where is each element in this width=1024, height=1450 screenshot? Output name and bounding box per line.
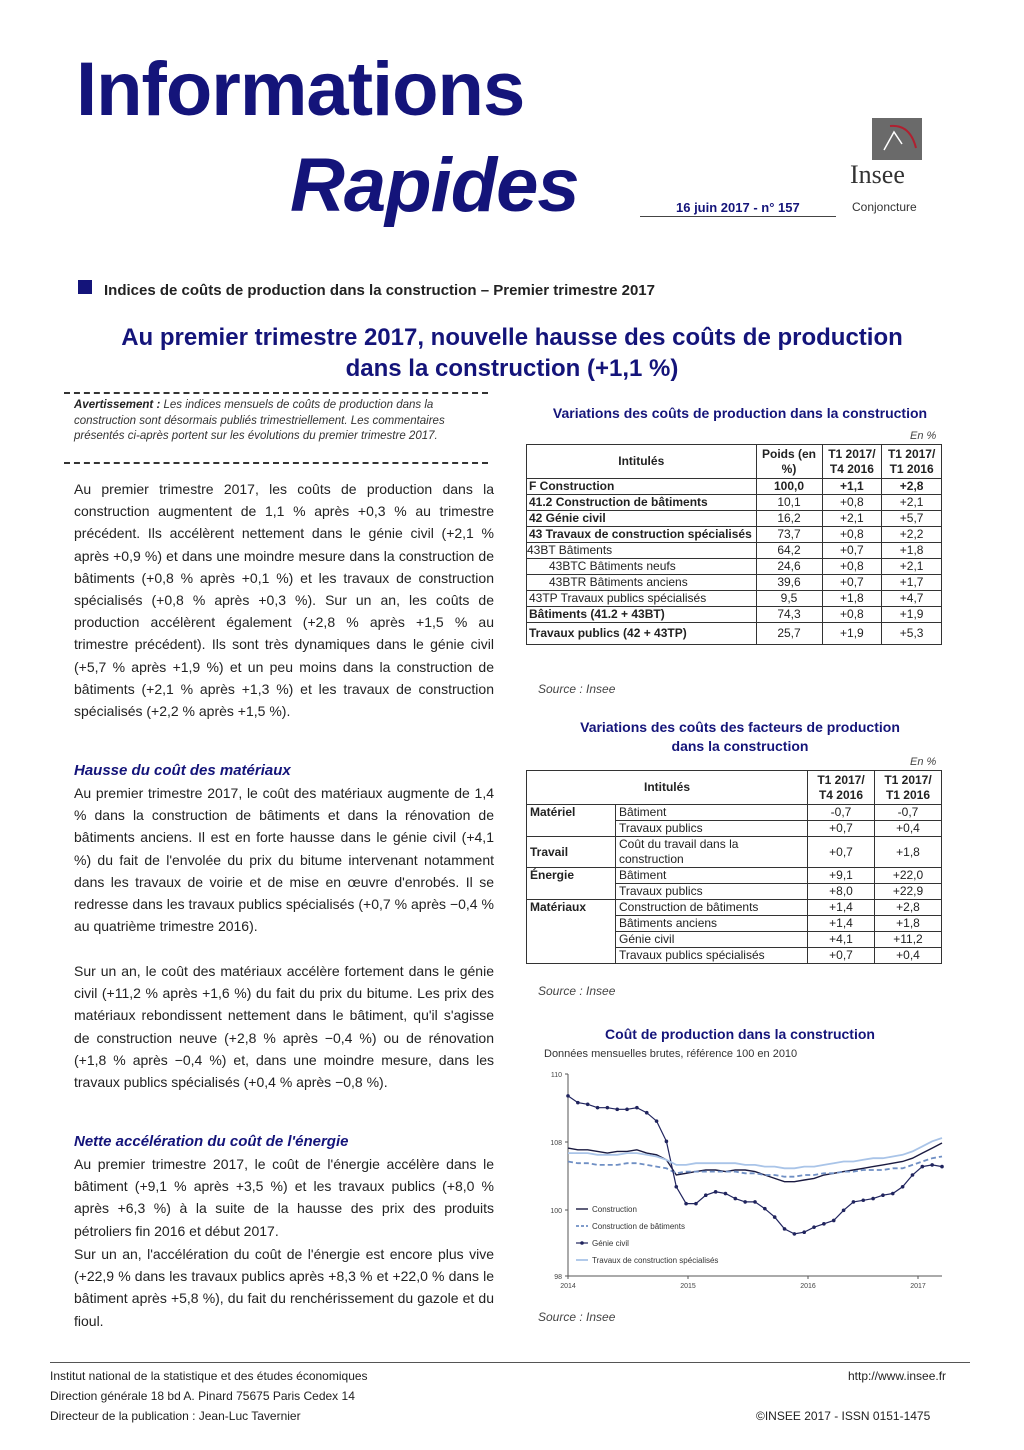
row-year: +2,1 xyxy=(882,495,942,511)
series-point xyxy=(832,1219,836,1223)
group-label: Matériaux xyxy=(527,900,616,964)
row-quarter: +1,1 xyxy=(822,479,882,495)
series-point xyxy=(763,1207,767,1211)
warning-text: Les indices mensuels de coûts de production dans la construction sont désormais publiés trimestriellement. Les commentaires présentés ci-après portent sur les évolutions du premier trimestre 2017. xyxy=(74,399,445,442)
warning-bottom-rule xyxy=(64,462,488,464)
warning-top-rule xyxy=(64,392,488,394)
row-label: 43 Travaux de construction spécialisés xyxy=(527,527,757,543)
paragraph-energy-year: Sur un an, l'accélération du coût de l'énergie est encore plus vive (+22,9 % dans les travaux publics après +8,3 % et +22,0 % dans le bâtiment après +5,8 %), du fait du renchérissement du gazole et du fioul. xyxy=(74,1246,494,1329)
series-point xyxy=(655,1119,659,1123)
series-point xyxy=(576,1101,580,1105)
series-point xyxy=(891,1192,895,1196)
series-point xyxy=(704,1193,708,1197)
series-point xyxy=(645,1111,649,1115)
y-tick-label: 108 xyxy=(550,1140,562,1147)
series-point xyxy=(753,1200,757,1204)
group-label: Matériel xyxy=(527,805,616,837)
series-point xyxy=(566,1094,570,1098)
t1-header-quarter: T1 2017/ T4 2016 xyxy=(822,445,882,479)
group-label: Travail xyxy=(527,837,616,868)
row-year: +0,4 xyxy=(875,821,942,837)
row-year: +22,9 xyxy=(875,884,942,900)
headline-line2: dans la construction (+1,1 %) xyxy=(345,355,679,382)
table-row xyxy=(527,575,942,591)
row-quarter: -0,7 xyxy=(808,805,875,821)
row-year: -0,7 xyxy=(875,805,942,821)
table-row xyxy=(527,607,942,623)
row-weight: 73,7 xyxy=(756,527,822,543)
table2-unit: En % xyxy=(910,756,937,768)
row-quarter: +0,7 xyxy=(808,837,875,868)
series-point xyxy=(684,1202,688,1206)
series-point xyxy=(921,1165,925,1169)
subheading-materials: Hausse du coût des matériaux xyxy=(74,762,291,779)
series-point xyxy=(606,1106,610,1110)
row-label: 43BT Bâtiments xyxy=(527,543,757,559)
footer-rule xyxy=(50,1362,970,1363)
series-point xyxy=(714,1190,718,1194)
series-title: Indices de coûts de production dans la construction – Premier trimestre 2017 xyxy=(104,282,655,299)
row-quarter: +0,8 xyxy=(822,527,882,543)
series-point xyxy=(861,1198,865,1202)
series-point xyxy=(743,1200,747,1204)
table-production-costs xyxy=(526,444,942,645)
series-point xyxy=(724,1192,728,1196)
series-point xyxy=(802,1230,806,1234)
series-point xyxy=(793,1232,797,1236)
table-row xyxy=(527,495,942,511)
series-point xyxy=(930,1163,934,1167)
table2-caption-line2: dans la construction xyxy=(671,738,809,754)
row-label: Bâtiment xyxy=(616,868,808,884)
series-line-0 xyxy=(568,1143,942,1182)
row-quarter: +8,0 xyxy=(808,884,875,900)
row-year: +5,7 xyxy=(882,511,942,527)
series-point xyxy=(773,1215,777,1219)
x-tick-label: 2016 xyxy=(800,1283,816,1290)
row-label: 43BTC Bâtiments neufs xyxy=(527,559,757,575)
row-quarter: +1,4 xyxy=(808,900,875,916)
row-year: +2,1 xyxy=(882,559,942,575)
table1-unit: En % xyxy=(910,430,937,442)
legend-label: Construction de bâtiments xyxy=(592,1222,685,1231)
row-year: +22,0 xyxy=(875,868,942,884)
series-point xyxy=(881,1193,885,1197)
paragraph-intro: Au premier trimestre 2017, les coûts de production dans la construction augmentent de 1,1 % après +0,3 % au trimestre précédent. Ils accélèrent nettement dans le génie civil (+2,1 % après +0,9 %) et dans une moindre mesure dans la construction de bâtiments (+0,8 % après +0,1 %) et les travaux de construction spécialisés (+0,8 % après +0,3 %). Sur un an, les coûts de production accélèrent également (+2,8 % après +1,5 % au trimestre précédent). Ils sont très dynamiques dans le génie civil (+5,7 % après +1,9 %) et un peu moins dans la construction de bâtiments (+2,1 % après +1,3 %) et les travaux de construction spécialisés (+2,2 % après +1,5 %). xyxy=(74,481,494,720)
row-quarter: +0,8 xyxy=(822,607,882,623)
footer-address: Direction générale 18 bd A. Pinard 75675 Paris Cedex 14 xyxy=(50,1389,355,1403)
table-row xyxy=(527,837,942,868)
legend-marker xyxy=(580,1241,584,1245)
legend-label: Génie civil xyxy=(592,1239,629,1248)
row-weight: 10,1 xyxy=(756,495,822,511)
row-quarter: +0,7 xyxy=(808,821,875,837)
row-weight: 74,3 xyxy=(756,607,822,623)
series-point xyxy=(694,1202,698,1206)
row-weight: 100,0 xyxy=(756,479,822,495)
row-label: Bâtiment xyxy=(616,805,808,821)
warning-box xyxy=(74,398,478,445)
t2-header-quarter: T1 2017/ T4 2016 xyxy=(808,771,875,805)
row-weight: 24,6 xyxy=(756,559,822,575)
row-weight: 16,2 xyxy=(756,511,822,527)
footer-url[interactable]: http://www.insee.fr xyxy=(848,1369,947,1383)
row-label: 43BTR Bâtiments anciens xyxy=(527,575,757,591)
table-row xyxy=(527,479,942,495)
paragraph-materials-quarter: Au premier trimestre 2017, le coût des matériaux augmente de 1,4 % dans la construction de bâtiments et dans la rénovation de bâtiments anciens. Il est en forte hausse dans le génie civil (+4,1 %) du fait de l'envolée du prix du bitume intervenant notamment dans les travaux de voirie et de mise en œuvre d'enrobés. Il se redresse dans les travaux publics spécialisés (+0,7 % après −0,4 % au quatrième trimestre 2016). xyxy=(74,785,494,935)
series-bullet-icon xyxy=(78,280,92,294)
y-tick-label: 100 xyxy=(550,1208,562,1215)
row-quarter: +1,4 xyxy=(808,916,875,932)
series-point xyxy=(596,1106,600,1110)
row-year: +5,3 xyxy=(882,623,942,645)
issue-date: 16 juin 2017 - n° 157 xyxy=(676,200,800,215)
row-label: Travaux publics spécialisés xyxy=(616,948,808,964)
row-quarter: +1,8 xyxy=(822,591,882,607)
legend-label: Construction xyxy=(592,1205,637,1214)
series-point xyxy=(852,1200,856,1204)
series-point xyxy=(812,1225,816,1229)
x-tick-label: 2017 xyxy=(910,1283,926,1290)
table-row xyxy=(527,559,942,575)
x-tick-label: 2015 xyxy=(680,1283,696,1290)
t1-header-year: T1 2017/ T1 2016 xyxy=(882,445,942,479)
row-label: Travaux publics (42 + 43TP) xyxy=(527,623,757,645)
row-year: +2,2 xyxy=(882,527,942,543)
chart-source: Source : Insee xyxy=(538,1310,616,1324)
series-line-1 xyxy=(568,1157,942,1177)
row-label: 41.2 Construction de bâtiments xyxy=(527,495,757,511)
headline-line1: Au premier trimestre 2017, nouvelle hausse des coûts de production xyxy=(121,324,903,351)
row-quarter: +0,7 xyxy=(808,948,875,964)
series-point xyxy=(871,1197,875,1201)
table-row xyxy=(527,527,942,543)
row-weight: 64,2 xyxy=(756,543,822,559)
row-weight: 25,7 xyxy=(756,623,822,645)
table2-caption-line1: Variations des coûts des facteurs de production xyxy=(580,719,900,735)
row-label: Bâtiments (41.2 + 43BT) xyxy=(527,607,757,623)
table2-source: Source : Insee xyxy=(538,984,616,998)
series-point xyxy=(940,1165,944,1169)
series-point xyxy=(615,1108,619,1112)
series-point xyxy=(625,1108,629,1112)
footer-institute: Institut national de la statistique et des études économiques xyxy=(50,1369,368,1383)
insee-logo-sub: Conjoncture xyxy=(852,200,917,214)
row-quarter: +0,8 xyxy=(822,495,882,511)
row-label: Travaux publics xyxy=(616,884,808,900)
subheading-energy: Nette accélération du coût de l'énergie xyxy=(74,1133,349,1150)
row-quarter: +1,9 xyxy=(822,623,882,645)
table-row xyxy=(527,591,942,607)
t1-header-label: Intitulés xyxy=(527,445,757,479)
row-quarter: +0,8 xyxy=(822,559,882,575)
table-row xyxy=(527,900,942,916)
t2-header-label: Intitulés xyxy=(527,771,808,805)
insee-logo-icon xyxy=(872,118,922,160)
row-year: +11,2 xyxy=(875,932,942,948)
insee-logo-text: Insee xyxy=(850,160,905,189)
warning-label: Avertissement : xyxy=(74,399,161,411)
headline xyxy=(60,322,964,384)
masthead-title: Informations xyxy=(76,47,525,132)
chart-subtitle: Données mensuelles brutes, référence 100 en 2010 xyxy=(544,1048,798,1060)
legend-label: Travaux de construction spécialisés xyxy=(592,1256,719,1265)
masthead-subtitle: Rapides xyxy=(290,143,579,228)
table-row xyxy=(527,623,942,645)
row-label: 42 Génie civil xyxy=(527,511,757,527)
row-quarter: +0,7 xyxy=(822,575,882,591)
row-quarter: +0,7 xyxy=(822,543,882,559)
footer-copyright: ©INSEE 2017 - ISSN 0151-1475 xyxy=(756,1409,931,1423)
table-row xyxy=(527,868,942,884)
series-point xyxy=(901,1185,905,1189)
t2-header-year: T1 2017/ T1 2016 xyxy=(875,771,942,805)
series-point xyxy=(822,1222,826,1226)
series-point xyxy=(783,1227,787,1231)
table-row xyxy=(527,511,942,527)
row-year: +0,4 xyxy=(875,948,942,964)
table2-caption xyxy=(526,718,954,756)
x-tick-label: 2014 xyxy=(560,1283,576,1290)
table-row xyxy=(527,543,942,559)
series-point xyxy=(586,1103,590,1107)
series-point xyxy=(734,1197,738,1201)
row-year: +1,8 xyxy=(875,916,942,932)
row-label: Génie civil xyxy=(616,932,808,948)
paragraph-energy-quarter: Au premier trimestre 2017, le coût de l'énergie accélère dans le bâtiment (+9,1 % après +3,5 %) et les travaux publics (+8,0 % après +6,3 %) à la suite de la hausse des prix des produits pétroliers fin 2016 et début 2017. xyxy=(74,1156,494,1239)
y-tick-label: 110 xyxy=(550,1072,562,1079)
table-factor-costs xyxy=(526,770,942,964)
row-quarter: +4,1 xyxy=(808,932,875,948)
row-weight: 9,5 xyxy=(756,591,822,607)
y-tick-label: 98 xyxy=(554,1274,562,1281)
series-point xyxy=(665,1140,669,1144)
series-point xyxy=(842,1209,846,1213)
row-label: F Construction xyxy=(527,479,757,495)
table1-source: Source : Insee xyxy=(538,682,616,696)
row-label: Coût du travail dans la construction xyxy=(616,837,808,868)
row-weight: 39,6 xyxy=(756,575,822,591)
row-label: 43TP Travaux publics spécialisés xyxy=(527,591,757,607)
chart-title: Coût de production dans la construction xyxy=(605,1026,875,1042)
row-year: +4,7 xyxy=(882,591,942,607)
table-row xyxy=(527,805,942,821)
series-point xyxy=(911,1173,915,1177)
t1-header-weight: Poids (en %) xyxy=(756,445,822,479)
row-year: +2,8 xyxy=(882,479,942,495)
row-label: Bâtiments anciens xyxy=(616,916,808,932)
table1-caption: Variations des coûts de production dans la construction xyxy=(552,405,928,421)
series-point xyxy=(635,1106,639,1110)
row-year: +1,9 xyxy=(882,607,942,623)
paragraph-materials-year: Sur un an, le coût des matériaux accélère fortement dans le génie civil (+11,2 % après +1,6 %) du fait du prix du bitume. Les prix des matériaux rebondissent nettement dans le bâtiment, qu'il s'agisse de construction neuve (+2,8 % après −0,4 %) ou de rénovation (+1,8 % après −0,4 %) et, dans une moindre mesure, dans les travaux publics spécialisés (+0,4 % après −0,8 %). xyxy=(74,963,494,1091)
row-quarter: +2,1 xyxy=(822,511,882,527)
footer-director: Directeur de la publication : Jean-Luc Tavernier xyxy=(50,1409,301,1423)
row-year: +2,8 xyxy=(875,900,942,916)
group-label: Énergie xyxy=(527,868,616,900)
row-label: Travaux publics xyxy=(616,821,808,837)
row-label: Construction de bâtiments xyxy=(616,900,808,916)
row-quarter: +9,1 xyxy=(808,868,875,884)
chart-line xyxy=(526,1064,954,1294)
row-year: +1,7 xyxy=(882,575,942,591)
row-year: +1,8 xyxy=(875,837,942,868)
series-point xyxy=(674,1185,678,1189)
header-rule xyxy=(640,216,836,217)
row-year: +1,8 xyxy=(882,543,942,559)
